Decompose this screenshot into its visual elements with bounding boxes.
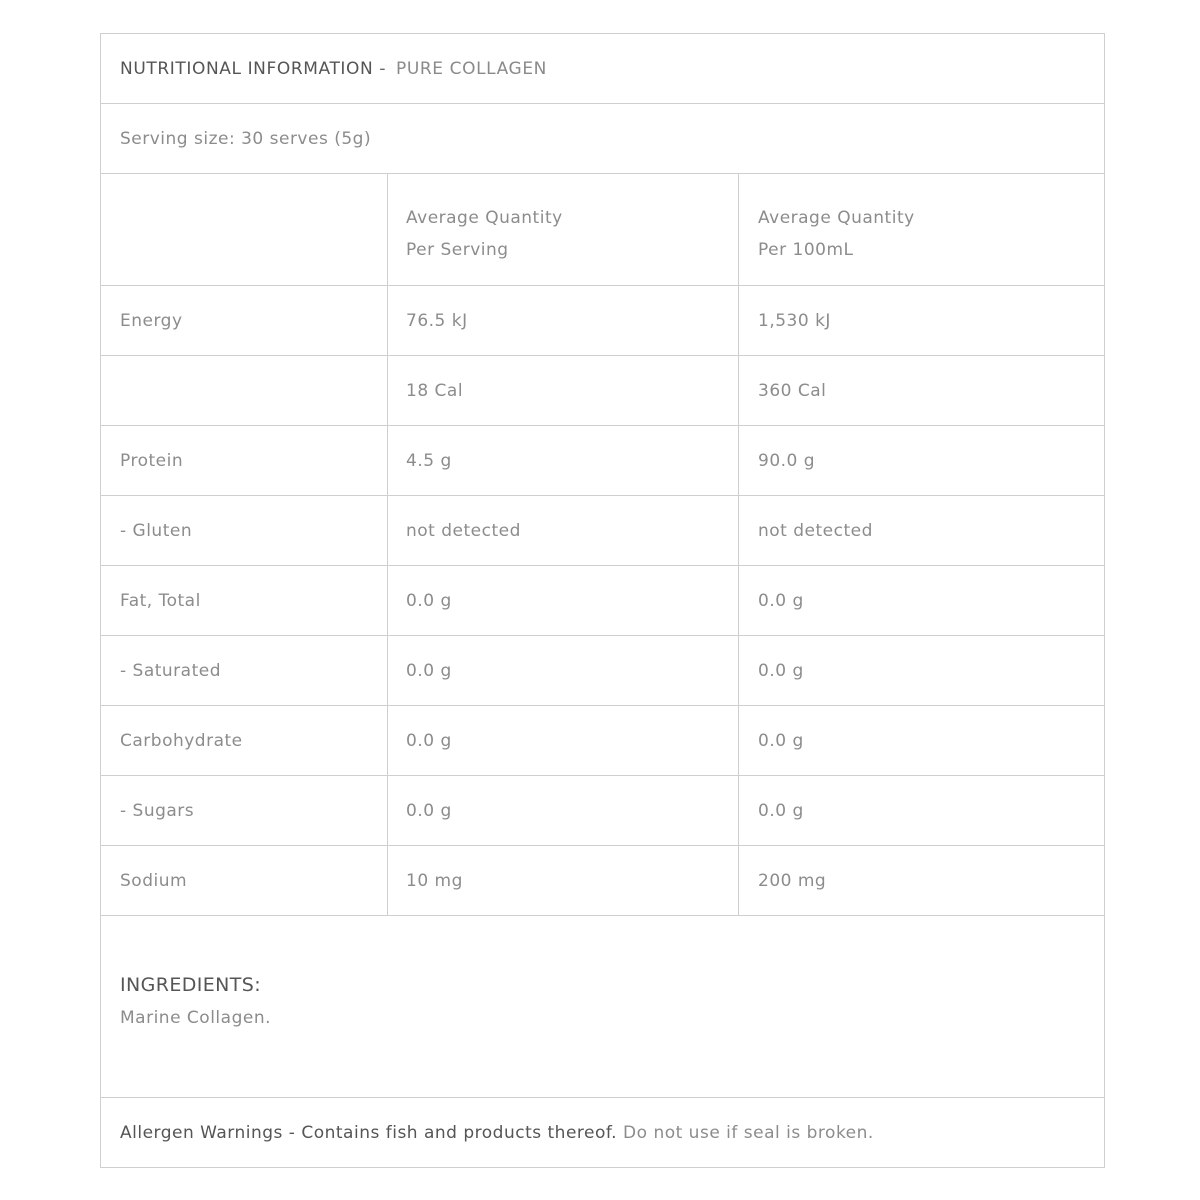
table-row (101, 566, 1104, 636)
nutrient-label (101, 356, 388, 425)
per-100ml-value: 200 mg (758, 870, 827, 891)
table-row (101, 636, 1104, 706)
per-100ml-value: 90.0 g (758, 450, 816, 471)
per-serving-value: 10 mg (388, 846, 739, 915)
header-cell-per-100ml (739, 174, 1106, 285)
per-100ml-value: 360 Cal (758, 380, 827, 401)
table-row (101, 356, 1104, 426)
table-row (101, 776, 1104, 846)
per-serving-value: 0.0 g (388, 706, 739, 775)
table-row (101, 706, 1104, 776)
serving-size-text: Serving size: 30 serves (5g) (120, 128, 372, 149)
per-serving-value: 76.5 kJ (388, 286, 739, 355)
per-100ml-value: not detected (758, 520, 873, 541)
serving-size-row (101, 104, 1104, 174)
table-header-row (101, 174, 1104, 286)
nutrient-label: - Saturated (101, 636, 388, 705)
table-row (101, 286, 1104, 356)
nutrient-label: - Gluten (101, 496, 388, 565)
panel-title: NUTRITIONAL INFORMATION (120, 58, 374, 79)
nutrition-panel (100, 33, 1105, 1168)
per-100ml-value: 0.0 g (758, 660, 804, 681)
nutrient-label: Energy (101, 286, 388, 355)
per-100ml-value: 1,530 kJ (758, 310, 831, 331)
header-per-serving-line2: Per Serving (406, 240, 509, 260)
ingredients-section (120, 974, 271, 1028)
product-name: PURE COLLAGEN (395, 58, 547, 79)
per-serving-value: 0.0 g (388, 636, 739, 705)
title-separator: - (379, 58, 386, 79)
per-serving-value: 0.0 g (388, 776, 739, 845)
per-100ml-value: 0.0 g (758, 590, 804, 611)
header-cell-empty (101, 174, 388, 285)
table-row (101, 496, 1104, 566)
per-serving-value: 18 Cal (388, 356, 739, 425)
allergen-warning: Allergen Warnings - Contains fish and products thereof. (120, 1122, 618, 1143)
per-100ml-value: 0.0 g (758, 730, 804, 751)
seal-notice: Do not use if seal is broken. (623, 1122, 874, 1143)
header-per-100ml-line2: Per 100mL (758, 240, 854, 260)
nutrient-label: Protein (101, 426, 388, 495)
nutrient-label: - Sugars (101, 776, 388, 845)
table-row (101, 426, 1104, 496)
ingredients-text: Marine Collagen. (120, 1008, 271, 1028)
header-per-100ml-line1: Average Quantity (758, 208, 915, 228)
nutrient-label: Carbohydrate (101, 706, 388, 775)
per-serving-value: 4.5 g (388, 426, 739, 495)
per-100ml-value: 0.0 g (758, 800, 804, 821)
panel-title-row (101, 34, 1104, 104)
header-per-serving-line1: Average Quantity (406, 208, 563, 228)
ingredients-title: INGREDIENTS: (120, 974, 262, 996)
nutrient-label: Sodium (101, 846, 388, 915)
nutrient-label: Fat, Total (101, 566, 388, 635)
per-serving-value: 0.0 g (388, 566, 739, 635)
per-serving-value: not detected (388, 496, 739, 565)
allergen-row (101, 1097, 1104, 1167)
table-row (101, 846, 1104, 916)
header-cell-per-serving (388, 174, 739, 285)
